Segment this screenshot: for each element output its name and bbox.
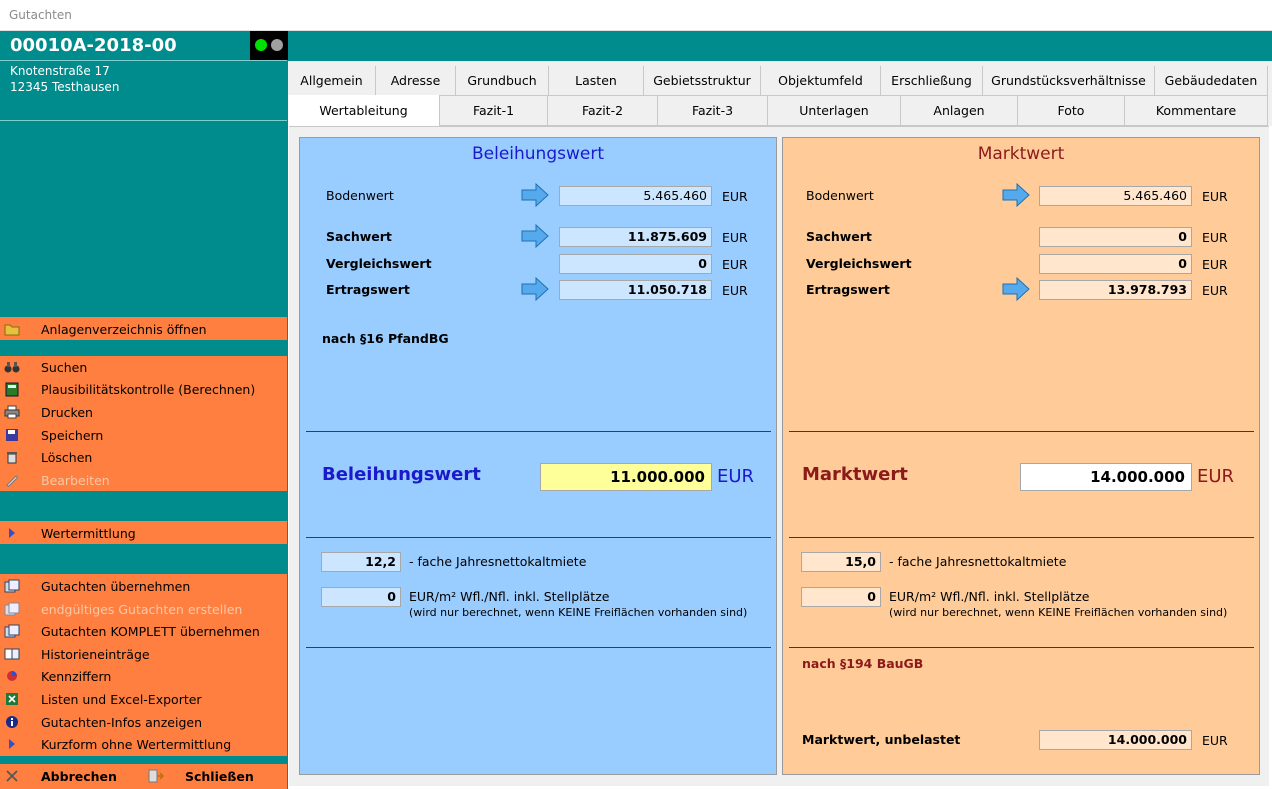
currency-label: EUR	[1202, 189, 1228, 204]
menu-item-label: Gutachten KOMPLETT übernehmen	[41, 623, 260, 639]
record-street: Knotenstraße 17	[10, 64, 110, 78]
marktwert-unbelastet-label: Marktwert, unbelastet	[802, 732, 961, 747]
menu-item-drucken[interactable]	[0, 401, 287, 423]
currency-label: EUR	[722, 283, 748, 298]
marktwert-result-label: Marktwert	[802, 464, 908, 485]
play-icon	[4, 525, 20, 541]
transfer-arrow-icon[interactable]	[520, 182, 550, 208]
faktor-label: - fache Jahresnettokaltmiete	[409, 554, 587, 569]
menu-item-speichern[interactable]	[0, 424, 287, 446]
ertragswert-value: 11.050.718	[559, 280, 712, 300]
tab-kommentare[interactable]: Kommentare	[1125, 96, 1268, 126]
transfer-arrow-icon[interactable]	[1001, 182, 1031, 208]
per-m2-note: (wird nur berechnet, wenn KEINE Freiflächen vorhanden sind)	[409, 606, 748, 619]
calculator-icon	[4, 381, 20, 397]
divider	[789, 647, 1254, 648]
document-icon	[4, 601, 20, 617]
exit-icon	[148, 768, 164, 784]
menu-item-label: Löschen	[41, 449, 93, 465]
menu-item-label: Kurzform ohne Wertermittlung	[41, 736, 232, 752]
tab-wertableitung[interactable]: Wertableitung	[288, 95, 440, 126]
panel-title: Beleihungswert	[471, 144, 604, 164]
per-m2-value: 0	[321, 587, 401, 607]
sachwert-value: 0	[1039, 227, 1192, 247]
bodenwert-value: 5.465.460	[1039, 186, 1192, 206]
bodenwert-value: 5.465.460	[559, 186, 712, 206]
tab-objektumfeld[interactable]: Objektumfeld	[761, 66, 881, 96]
marktwert-unbelastet-value: 14.000.000	[1039, 730, 1192, 750]
currency-label: EUR	[1202, 257, 1228, 272]
divider	[306, 431, 771, 432]
menu-item-label: endgültiges Gutachten erstellen	[41, 601, 243, 617]
tab-fazit-1[interactable]: Fazit-1	[440, 96, 548, 126]
currency-label: EUR	[722, 230, 748, 245]
vergleichswert-label: Vergleichswert	[806, 256, 912, 271]
book-icon	[4, 646, 20, 662]
printer-icon	[4, 404, 20, 420]
tab-erschliessung[interactable]: Erschließung	[881, 66, 983, 96]
window-title: Gutachten	[9, 8, 72, 22]
menu-item-gutachten-uebernehmen[interactable]	[0, 575, 287, 597]
beleihungswert-panel	[299, 137, 777, 775]
tab-gebaeudedaten[interactable]: Gebäudedaten	[1155, 66, 1268, 96]
tab-bar	[288, 61, 1272, 126]
per-m2-label: EUR/m² Wfl./Nfl. inkl. Stellplätze	[889, 589, 1090, 604]
divider	[306, 537, 771, 538]
faktor-value: 15,0	[801, 552, 881, 572]
window-titlebar	[0, 0, 1272, 31]
menu-item-label: Bearbeiten	[41, 472, 110, 488]
sachwert-label: Sachwert	[326, 229, 392, 244]
legal-basis: nach §16 PfandBG	[322, 331, 449, 346]
currency-label: EUR	[722, 189, 748, 204]
menu-item-endgueltiges-gutachten[interactable]	[0, 598, 287, 620]
tab-lasten[interactable]: Lasten	[549, 66, 644, 96]
per-m2-label: EUR/m² Wfl./Nfl. inkl. Stellplätze	[409, 589, 610, 604]
header-strip	[288, 31, 1272, 61]
pencil-icon	[4, 472, 20, 488]
sidebar	[0, 31, 288, 789]
tab-anlagen[interactable]: Anlagen	[901, 96, 1018, 126]
record-city: 12345 Testhausen	[10, 80, 120, 94]
menu-item-label: Wertermittlung	[41, 525, 136, 541]
close-icon	[4, 768, 20, 784]
sidebar-divider	[0, 120, 287, 121]
tab-unterlagen[interactable]: Unterlagen	[768, 96, 901, 126]
record-id: 00010A-2018-00	[10, 35, 177, 56]
menu-item-label: Suchen	[41, 359, 88, 375]
currency-label: EUR	[1202, 733, 1228, 748]
divider	[789, 537, 1254, 538]
excel-icon	[4, 691, 20, 707]
currency-label: EUR	[1202, 230, 1228, 245]
legal-basis: nach §194 BauGB	[802, 656, 924, 671]
cancel-button[interactable]	[0, 765, 140, 787]
transfer-arrow-icon[interactable]	[1001, 276, 1031, 302]
marktwert-panel	[782, 137, 1260, 775]
divider	[789, 431, 1254, 432]
menu-item-kennziffern[interactable]	[0, 665, 287, 687]
menu-item-label: Plausibilitätskontrolle (Berechnen)	[41, 381, 256, 397]
currency-label: EUR	[717, 466, 755, 487]
tab-grundstuecksverhaeltnisse[interactable]: Grundstücksverhältnisse	[983, 66, 1155, 96]
beleihungswert-result-label: Beleihungswert	[322, 464, 481, 485]
currency-label: EUR	[1202, 283, 1228, 298]
menu-item-label: Drucken	[41, 404, 93, 420]
tab-fazit-3[interactable]: Fazit-3	[658, 96, 768, 126]
menu-item-gutachten-infos[interactable]	[0, 711, 287, 733]
bodenwert-label: Bodenwert	[326, 188, 394, 203]
bodenwert-label: Bodenwert	[806, 188, 874, 203]
vergleichswert-value: 0	[1039, 254, 1192, 274]
transfer-arrow-icon[interactable]	[520, 223, 550, 249]
cancel-label: Abbrechen	[41, 768, 117, 784]
menu-item-label: Listen und Excel-Exporter	[41, 691, 202, 707]
panel-title: Marktwert	[977, 144, 1065, 164]
marktwert-result-input[interactable]: 14.000.000	[1020, 463, 1192, 491]
tab-allgemein[interactable]: Allgemein	[288, 66, 376, 96]
sidebar-divider	[0, 60, 287, 61]
info-icon	[4, 714, 20, 730]
close-label: Schließen	[185, 768, 254, 784]
tab-content-wertableitung	[289, 126, 1269, 786]
ertragswert-label: Ertragswert	[806, 282, 890, 297]
menu-item-label: Gutachten-Infos anzeigen	[41, 714, 202, 730]
menu-item-label: Historieneinträge	[41, 646, 150, 662]
copy-icon	[4, 578, 20, 594]
menu-item-label: Anlagenverzeichnis öffnen	[41, 321, 207, 337]
status-led-green	[255, 39, 267, 51]
menu-item-suchen[interactable]	[0, 356, 287, 378]
menu-item-bearbeiten[interactable]	[0, 469, 287, 491]
sachwert-label: Sachwert	[806, 229, 872, 244]
currency-label: EUR	[1197, 466, 1235, 487]
divider	[306, 647, 771, 648]
menu-item-loeschen[interactable]	[0, 446, 287, 468]
close-button[interactable]	[144, 765, 287, 787]
tab-gebietsstruktur[interactable]: Gebietsstruktur	[644, 66, 761, 96]
play-icon	[4, 736, 20, 752]
beleihungswert-result-input[interactable]: 11.000.000	[540, 463, 712, 491]
vergleichswert-label: Vergleichswert	[326, 256, 432, 271]
ertragswert-value: 13.978.793	[1039, 280, 1192, 300]
menu-item-kurzform[interactable]	[0, 733, 287, 755]
status-led-gray	[271, 39, 283, 51]
menu-item-gutachten-komplett[interactable]	[0, 620, 287, 642]
chart-pie-icon	[4, 668, 20, 684]
faktor-label: - fache Jahresnettokaltmiete	[889, 554, 1067, 569]
tab-fazit-2[interactable]: Fazit-2	[548, 96, 658, 126]
save-icon	[4, 427, 20, 443]
folder-icon	[4, 321, 20, 337]
per-m2-value: 0	[801, 587, 881, 607]
sachwert-value: 11.875.609	[559, 227, 712, 247]
status-indicator	[250, 31, 288, 60]
binoculars-icon	[4, 359, 20, 375]
tab-adresse[interactable]: Adresse	[376, 66, 456, 96]
menu-item-historie[interactable]	[0, 643, 287, 665]
vergleichswert-value: 0	[559, 254, 712, 274]
ertragswert-label: Ertragswert	[326, 282, 410, 297]
menu-item-label: Kennziffern	[41, 668, 112, 684]
trash-icon	[4, 449, 20, 465]
menu-item-label: Gutachten übernehmen	[41, 578, 191, 594]
copy-all-icon	[4, 623, 20, 639]
menu-item-excel[interactable]	[0, 688, 287, 710]
transfer-arrow-icon[interactable]	[520, 276, 550, 302]
menu-item-label: Speichern	[41, 427, 104, 443]
menu-item-wertermittlung[interactable]	[0, 522, 287, 544]
tab-foto[interactable]: Foto	[1018, 96, 1125, 126]
faktor-value: 12,2	[321, 552, 401, 572]
menu-item-plausibilitaet[interactable]	[0, 378, 287, 400]
currency-label: EUR	[722, 257, 748, 272]
per-m2-note: (wird nur berechnet, wenn KEINE Freiflächen vorhanden sind)	[889, 606, 1228, 619]
menu-item-anlagenverzeichnis[interactable]	[0, 318, 287, 340]
tab-grundbuch[interactable]: Grundbuch	[456, 66, 549, 96]
